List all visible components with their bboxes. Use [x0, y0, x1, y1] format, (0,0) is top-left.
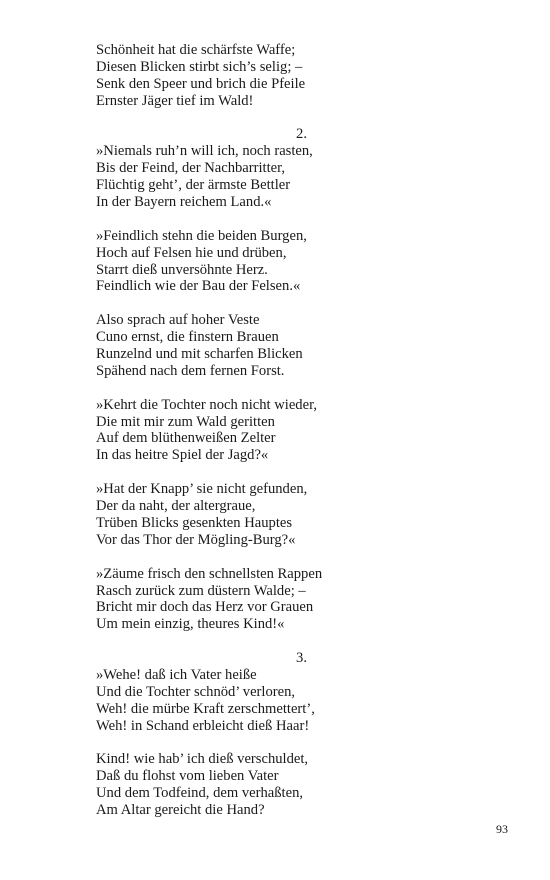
verse-line: Ernster Jäger tief im Wald! — [96, 92, 254, 109]
verse-line: Und die Tochter schnöd’ verloren, — [96, 683, 296, 700]
stanza — [96, 566, 396, 634]
stanza — [96, 397, 396, 465]
verse-line: Hoch auf Felsen hie und drüben, — [96, 244, 287, 261]
verse-line: Rasch zurück zum düstern Walde; – — [96, 582, 306, 599]
verse-line: Cuno ernst, die finstern Brauen — [96, 329, 279, 346]
verse-line: Schönheit hat die schärfste Waffe; — [96, 42, 296, 58]
verse-line: Senk den Speer und brich die Pfeile — [96, 75, 306, 92]
verse-line: Und dem Todfeind, dem verhaßten, — [96, 785, 304, 802]
poem-body — [96, 42, 396, 819]
verse-line: Runzelnd und mit scharfen Blicken — [96, 346, 303, 363]
stanza — [96, 481, 396, 549]
verse-line: Auf dem blüthenweißen Zelter — [96, 430, 276, 447]
verse-line: »Zäume frisch den schnellsten Rappen — [96, 565, 323, 582]
stanza — [96, 312, 396, 380]
verse-line: Spähend nach dem fernen Forst. — [96, 362, 285, 379]
verse-line: »Kehrt die Tochter noch nicht wieder, — [96, 396, 318, 413]
verse-line: Weh! die mürbe Kraft zerschmettert’, — [96, 700, 315, 717]
verse-line: Am Altar gereicht die Hand? — [96, 802, 265, 819]
verse-line: Weh! in Schand erbleicht dieß Haar! — [96, 717, 310, 734]
verse-line: »Feindlich stehn die beiden Burgen, — [96, 227, 307, 244]
verse-line: In das heitre Spiel der Jagd?« — [96, 447, 269, 464]
verse-line: Der da naht, der altergraue, — [96, 498, 256, 515]
verse-line: »Hat der Knapp’ sie nicht gefunden, — [96, 481, 308, 498]
verse-line: Flüchtig geht’, der ärmste Bettler — [96, 177, 291, 194]
section-number: 3. — [296, 650, 307, 667]
verse-line: Daß du flohst vom lieben Vater — [96, 768, 279, 785]
stanza — [96, 42, 396, 110]
verse-line: Starrt dieß unversöhnte Herz. — [96, 261, 268, 278]
verse-line: »Wehe! daß ich Vater heiße — [96, 666, 257, 683]
verse-line: Trüben Blicks gesenkten Hauptes — [96, 514, 293, 531]
verse-line: Kind! wie hab’ ich dieß verschuldet, — [96, 751, 309, 768]
page-number: 93 — [496, 822, 508, 836]
verse-line: Feindlich wie der Bau der Felsen.« — [96, 278, 301, 295]
verse-line: Also sprach auf hoher Veste — [96, 312, 260, 329]
section-number: 2. — [296, 126, 307, 143]
verse-line: Bis der Feind, der Nachbarritter, — [96, 160, 286, 177]
verse-line: In der Bayern reichem Land.« — [96, 194, 272, 211]
verse-line: Bricht mir doch das Herz vor Grauen — [96, 599, 314, 616]
verse-line: Die mit mir zum Wald geritten — [96, 413, 275, 430]
verse-line: »Niemals ruh’n will ich, noch rasten, — [96, 143, 313, 160]
stanza — [96, 143, 396, 211]
verse-line: Diesen Blicken stirbt sich’s selig; – — [96, 58, 303, 75]
verse-line: Vor das Thor der Mögling-Burg?« — [96, 531, 296, 548]
verse-line: Um mein einzig, theures Kind!« — [96, 616, 285, 633]
stanza — [96, 751, 396, 819]
stanza — [96, 228, 396, 296]
stanza — [96, 667, 396, 735]
